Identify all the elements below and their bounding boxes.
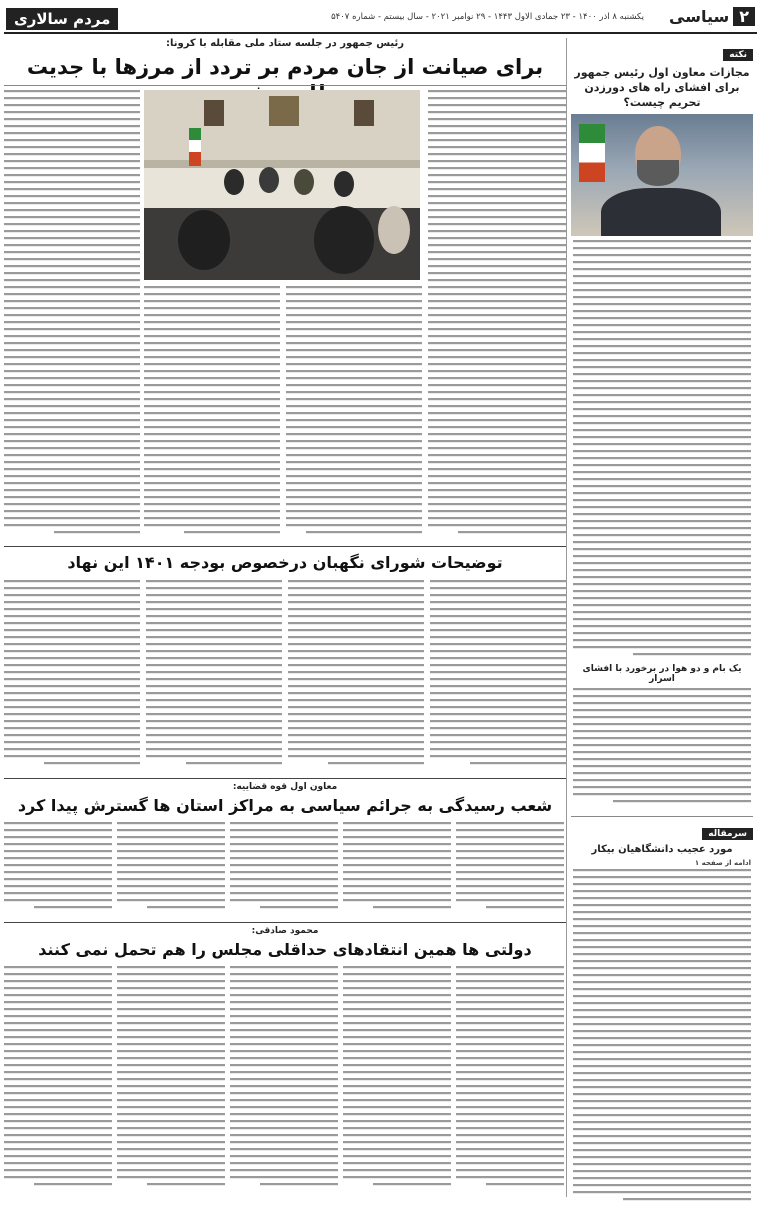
section-label [669, 7, 755, 26]
text-lines-graphic [573, 240, 751, 660]
lead-column-3 [286, 286, 422, 542]
story3-headline: شعب رسیدگی به جرائم سیاسی به مراکز استان ها گسترش پیدا کرد [17, 796, 553, 815]
page-number: ۲ [733, 7, 755, 26]
mokhber-photo [571, 114, 753, 236]
story2-body [4, 580, 566, 776]
section-name: سیاسی [669, 7, 730, 26]
lead-text-col-2 [144, 286, 280, 542]
sidebar [566, 38, 757, 1197]
story2-headline: توضیحات شورای نگهبان درخصوص بودجه ۱۴۰۱ این نهاد [67, 553, 503, 572]
sidebar-body-text [573, 240, 751, 660]
lead-column-4 [4, 90, 140, 542]
flag-image [579, 124, 605, 182]
main-content [4, 38, 566, 1197]
sidebar-headline: مجازات معاون اول رئیس جمهور برای افشای راه های دورزدن تحریم چیست؟ [574, 66, 750, 109]
lead-column-2 [144, 286, 280, 542]
story3-text [4, 822, 566, 918]
lead-text-col-1 [428, 90, 566, 542]
story4-body [4, 966, 566, 1194]
lead-headline: برای صیانت از جان مردم بر تردد از مرزها با جدیت [26, 55, 544, 79]
note-tag: نکته [723, 49, 753, 61]
story2-text [4, 580, 566, 776]
lead-column-1 [428, 90, 566, 542]
meeting-photo-graphic [144, 90, 420, 280]
sidebar-subhead: یک بام و دو هوا در برخورد با افشای اسرار [582, 664, 742, 684]
story3-kicker: معاون اول قوه قضاییه: [232, 782, 338, 792]
story4-headline: دولتی ها همین انتقادهای حداقلی مجلس را هم تحمل نمی کنند [38, 940, 532, 959]
editorial-tag: سرمقاله [702, 828, 753, 840]
paper-name: مردم سالاری [6, 8, 118, 30]
lead-kicker: رئیس جمهور در جلسه ستاد ملی مقابله با کرونا: [165, 38, 405, 49]
text-lines-graphic-2 [573, 688, 751, 808]
continue-note: ادامه از صفحه ۱ [694, 859, 751, 867]
story4-text [4, 966, 566, 1194]
meeting-photo [144, 90, 420, 280]
lead-text-col-4 [4, 90, 140, 542]
editorial-headline: مورد عجیب دانشگاهیان بیکار [591, 844, 733, 855]
story4-kicker: محمود صادقی: [251, 926, 319, 936]
text-lines-graphic-3 [573, 869, 751, 1209]
lead-text-col-3 [286, 286, 422, 542]
masthead [4, 6, 757, 34]
story3-body [4, 822, 566, 918]
date-line: یکشنبه ۸ آذر ۱۴۰۰ - ۲۳ جمادی الاول ۱۴۴۳ - ۲۹ نوامبر ۲۰۲۱ - سال بیستم - شماره ۵۴۰۷ [331, 12, 644, 22]
